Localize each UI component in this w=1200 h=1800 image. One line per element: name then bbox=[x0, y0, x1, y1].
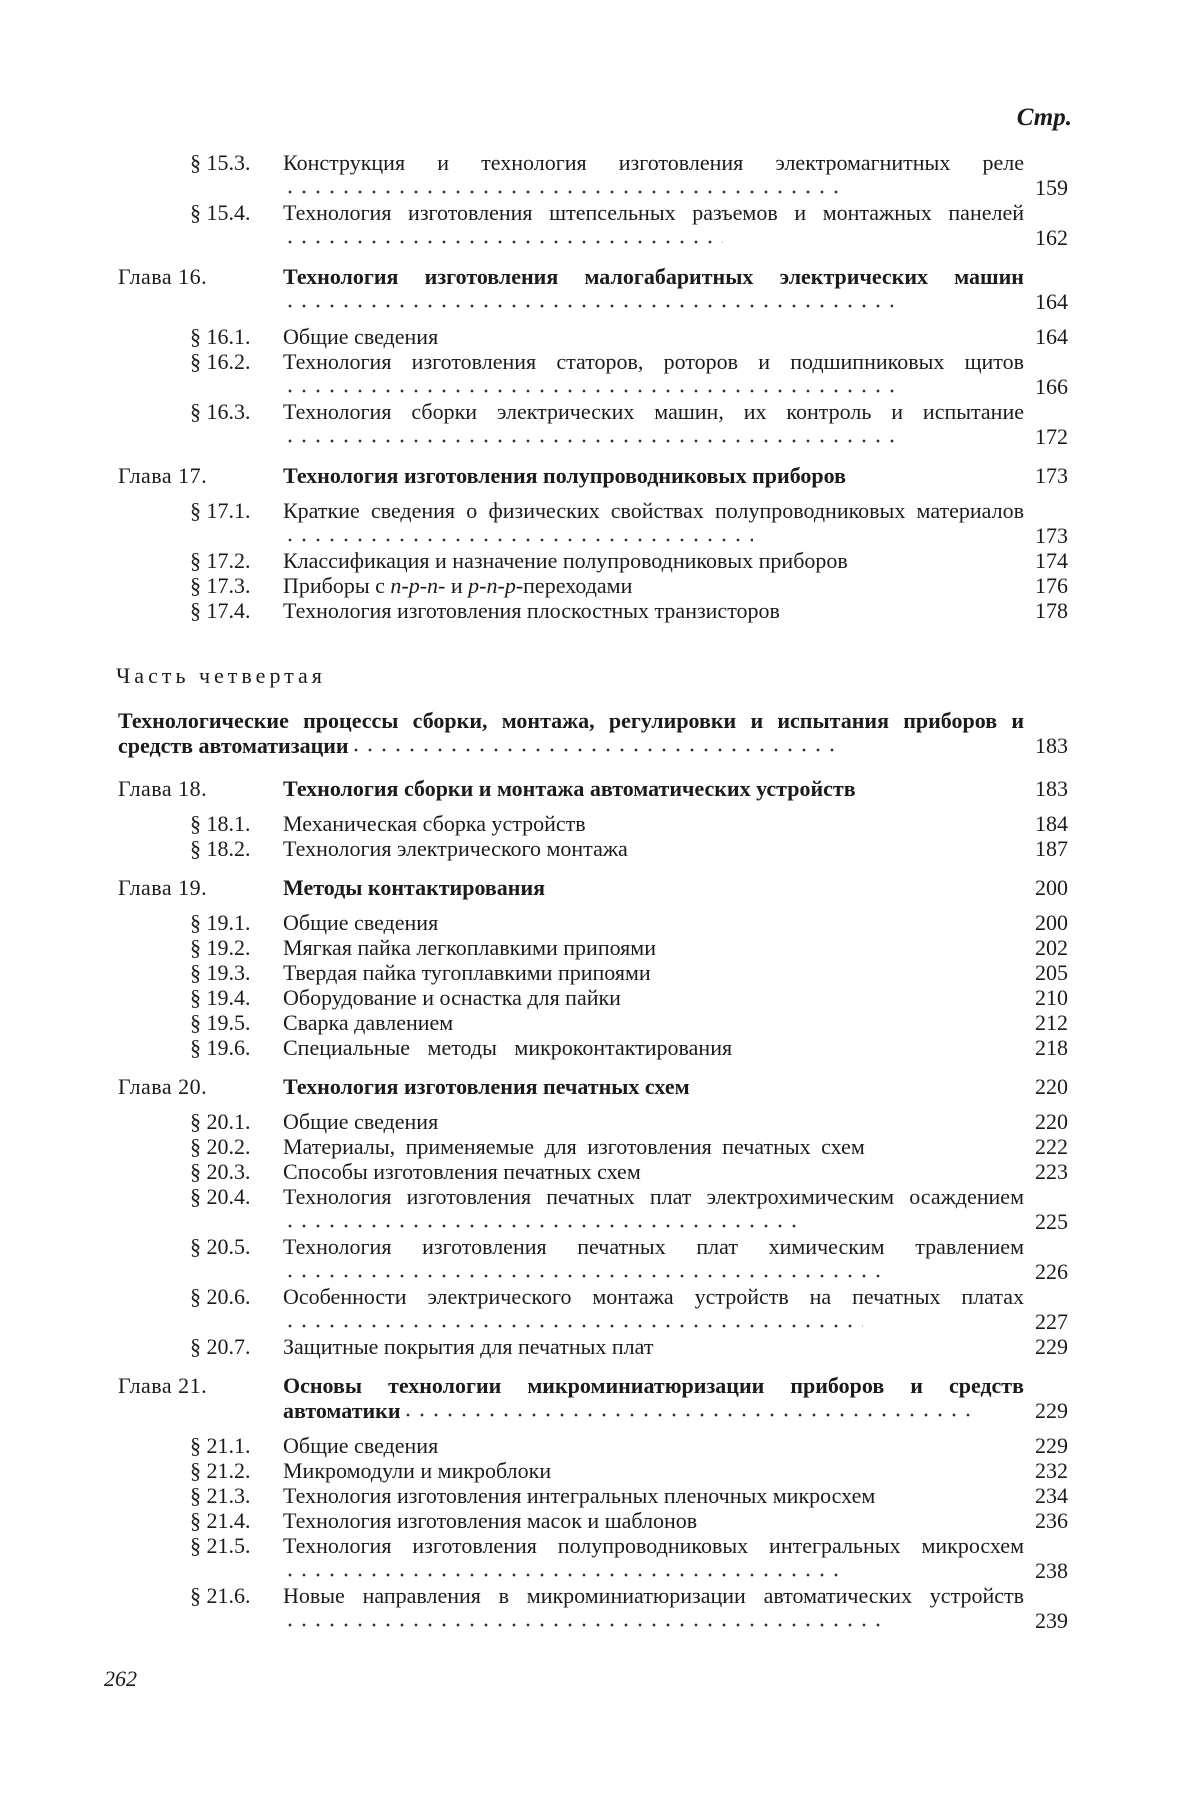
toc-entry-20-1[interactable] bbox=[118, 1109, 1068, 1134]
dot-leader bbox=[283, 1309, 863, 1329]
section-number: § 21.1. bbox=[190, 1433, 251, 1458]
section-number: § 19.5. bbox=[190, 1010, 251, 1035]
section-title: Микромодули и микроблоки bbox=[283, 1458, 552, 1483]
toc-entry-15-3[interactable] bbox=[118, 150, 1068, 200]
chapter-title: Технология изготовления печатных схем bbox=[283, 1074, 690, 1099]
section-number: § 16.2. bbox=[190, 349, 251, 374]
section-number: § 20.6. bbox=[190, 1284, 251, 1309]
section-number: § 21.6. bbox=[190, 1583, 251, 1608]
page-number-footer: 262 bbox=[104, 1666, 137, 1691]
page-column-header: Стр. bbox=[1016, 104, 1072, 131]
chapter-number: Глава 20. bbox=[118, 1074, 208, 1099]
section-title: Технология изготовления интегральных пленочных микросхем bbox=[283, 1483, 876, 1508]
page-number: 236 bbox=[1035, 1508, 1068, 1533]
page-number: 183 bbox=[1035, 733, 1068, 758]
toc-entry-20-6[interactable] bbox=[118, 1284, 1068, 1334]
chapter-number: Глава 16. bbox=[118, 264, 208, 289]
section-title: Конструкция и технология изготовления электромагнитных реле bbox=[283, 150, 1024, 175]
page-number: 229 bbox=[1035, 1433, 1068, 1458]
section-number: § 19.2. bbox=[190, 935, 251, 960]
part-label: Часть четвертая bbox=[116, 663, 326, 688]
page-number: 220 bbox=[1035, 1074, 1068, 1099]
page-number: 220 bbox=[1035, 1109, 1068, 1134]
dot-leader bbox=[662, 950, 1020, 956]
section-title: Технология изготовления штепсельных разъемов и монтажных панелей bbox=[283, 200, 1024, 225]
section-number: § 20.5. bbox=[190, 1234, 251, 1259]
page-number: 212 bbox=[1035, 1010, 1068, 1035]
section-number: § 20.2. bbox=[190, 1134, 251, 1159]
section-title: Классификация и назначение полупроводниковых приборов bbox=[283, 548, 848, 573]
section-number: § 20.4. bbox=[190, 1184, 251, 1209]
chapter-title: Технология сборки и монтажа автоматических устройств bbox=[283, 776, 856, 801]
section-title: Технология электрического монтажа bbox=[283, 836, 628, 861]
toc-chapter-18[interactable] bbox=[118, 776, 1068, 801]
toc-entry-19-1[interactable] bbox=[118, 910, 1068, 935]
toc-entry-20-4[interactable] bbox=[118, 1184, 1068, 1234]
section-title: Способы изготовления печатных схем bbox=[283, 1159, 641, 1184]
section-number: § 17.2. bbox=[190, 548, 251, 573]
chapter-number: Глава 21. bbox=[118, 1373, 208, 1398]
toc-entry-15-4[interactable] bbox=[118, 200, 1068, 250]
section-title: Технология изготовления масок и шаблонов bbox=[283, 1508, 698, 1533]
dot-leader bbox=[444, 1124, 1020, 1130]
toc-entry-20-7[interactable] bbox=[118, 1334, 1068, 1359]
toc-chapter-17[interactable] bbox=[118, 463, 1068, 488]
section-number: § 21.5. bbox=[190, 1533, 251, 1558]
section-number: § 19.1. bbox=[190, 910, 251, 935]
chapter-title: Технология изготовления малогабаритных электрических машин bbox=[283, 264, 1024, 289]
title-part: -переходами bbox=[515, 573, 633, 598]
page-number: 184 bbox=[1035, 811, 1068, 836]
section-title: Общие сведения bbox=[283, 1109, 439, 1134]
toc-entry-21-1[interactable] bbox=[118, 1433, 1068, 1458]
section-title: Технология изготовления плоскостных транзисторов bbox=[283, 598, 780, 623]
dot-leader bbox=[862, 791, 1020, 797]
section-title: Технология изготовления печатных плат электрохимическим осаждением bbox=[283, 1184, 1024, 1209]
page-number: 229 bbox=[1035, 1334, 1068, 1359]
page-number: 229 bbox=[1035, 1398, 1068, 1423]
dot-leader bbox=[283, 1259, 883, 1279]
toc-entry-20-2[interactable] bbox=[118, 1134, 1068, 1159]
section-title: Защитные покрытия для печатных плат bbox=[283, 1334, 654, 1359]
page-number: 166 bbox=[1035, 374, 1068, 399]
section-title: Твердая пайка тугоплавкими припоями bbox=[283, 960, 651, 985]
section-number: § 19.4. bbox=[190, 985, 251, 1010]
page-number: 238 bbox=[1035, 1558, 1068, 1583]
toc-entry-21-3[interactable] bbox=[118, 1483, 1068, 1508]
toc-entry-19-4[interactable] bbox=[118, 985, 1068, 1010]
section-number: § 17.4. bbox=[190, 598, 251, 623]
page-number: 162 bbox=[1035, 225, 1068, 250]
dot-leader bbox=[786, 613, 1020, 619]
title-part: Приборы с bbox=[283, 573, 391, 598]
chapter-number: Глава 19. bbox=[118, 875, 208, 900]
page-number: 225 bbox=[1035, 1209, 1068, 1234]
chapter-title: Основы технологии микроминиатюризации приборов и средств автоматики bbox=[283, 1373, 1024, 1423]
section-number: § 17.3. bbox=[190, 573, 251, 598]
dot-leader bbox=[283, 175, 843, 195]
page-number: 178 bbox=[1035, 598, 1068, 623]
dot-leader bbox=[551, 890, 1020, 896]
toc-entry-17-2[interactable] bbox=[118, 548, 1068, 573]
section-title bbox=[283, 573, 632, 598]
section-title: Общие сведения bbox=[283, 910, 439, 935]
section-title: Механическая сборка устройств bbox=[283, 811, 586, 836]
toc-entry-16-3[interactable] bbox=[118, 399, 1068, 449]
dot-leader bbox=[738, 1050, 1020, 1056]
toc-entry-16-1[interactable] bbox=[118, 324, 1068, 349]
section-title: Материалы, применяемые для изготовления печатных схем bbox=[283, 1134, 865, 1159]
dot-leader bbox=[444, 1448, 1020, 1454]
toc-entry-17-1[interactable] bbox=[118, 498, 1068, 548]
page-number: 159 bbox=[1035, 175, 1068, 200]
page-number: 226 bbox=[1035, 1259, 1068, 1284]
section-title: Мягкая пайка легкоплавкими припоями bbox=[283, 935, 656, 960]
toc-chapter-19[interactable] bbox=[118, 875, 1068, 900]
page-number: 218 bbox=[1035, 1035, 1068, 1060]
toc-entry-19-3[interactable] bbox=[118, 960, 1068, 985]
dot-leader bbox=[647, 1174, 1020, 1180]
section-title: Общие сведения bbox=[283, 324, 439, 349]
toc-entry-19-6[interactable] bbox=[118, 1035, 1068, 1060]
section-title: Общие сведения bbox=[283, 1433, 439, 1458]
dot-leader bbox=[283, 1209, 803, 1229]
page-number: 176 bbox=[1035, 573, 1068, 598]
section-title: Новые направления в микроминиатюризации автоматических устройств bbox=[283, 1583, 1024, 1608]
toc-entry-17-4[interactable] bbox=[118, 598, 1068, 623]
dot-leader bbox=[703, 1523, 1020, 1529]
section-title: Особенности электрического монтажа устройств на печатных платах bbox=[283, 1284, 1024, 1309]
dot-leader bbox=[283, 289, 893, 309]
dot-leader bbox=[696, 1089, 1020, 1095]
title-part: p-n-p bbox=[468, 573, 516, 598]
dot-leader bbox=[283, 374, 903, 394]
dot-leader bbox=[459, 1025, 1020, 1031]
section-title: Сварка давлением bbox=[283, 1010, 454, 1035]
page-number: 205 bbox=[1035, 960, 1068, 985]
page-number: 222 bbox=[1035, 1134, 1068, 1159]
section-title: Технология сборки электрических машин, их контроль и испытание bbox=[283, 399, 1024, 424]
part-title: Технологические процессы сборки, монтажа, регулировки и испытания приборов и средств автоматизации bbox=[118, 708, 1024, 758]
toc-entry-21-4[interactable] bbox=[118, 1508, 1068, 1533]
dot-leader bbox=[852, 478, 1020, 484]
toc-entry-18-1[interactable] bbox=[118, 811, 1068, 836]
chapter-number: Глава 17. bbox=[118, 463, 208, 488]
toc-entry-20-5[interactable] bbox=[118, 1234, 1068, 1284]
dot-leader bbox=[401, 1398, 971, 1418]
toc-entry-16-2[interactable] bbox=[118, 349, 1068, 399]
section-number: § 19.3. bbox=[190, 960, 251, 985]
page-number: 223 bbox=[1035, 1159, 1068, 1184]
dot-leader bbox=[659, 1349, 1020, 1355]
page-number: 164 bbox=[1035, 289, 1068, 314]
section-title: Оборудование и оснастка для пайки bbox=[283, 985, 621, 1010]
toc-chapter-20[interactable] bbox=[118, 1074, 1068, 1099]
section-title: Технология изготовления статоров, роторов и подшипниковых щитов bbox=[283, 349, 1024, 374]
page-number: 164 bbox=[1035, 324, 1068, 349]
chapter-number: Глава 18. bbox=[118, 776, 208, 801]
dot-leader bbox=[638, 588, 1020, 594]
section-number: § 16.1. bbox=[190, 324, 251, 349]
page-number: 200 bbox=[1035, 910, 1068, 935]
dot-leader bbox=[557, 1473, 1020, 1479]
title-part: и bbox=[445, 573, 469, 598]
section-number: § 19.6. bbox=[190, 1035, 251, 1060]
section-number: § 20.7. bbox=[190, 1334, 251, 1359]
dot-leader bbox=[349, 733, 839, 753]
section-title: Специальные методы микроконтактирования bbox=[283, 1035, 733, 1060]
chapter-title: Методы контактирования bbox=[283, 875, 546, 900]
section-number: § 20.1. bbox=[190, 1109, 251, 1134]
page-number: 239 bbox=[1035, 1608, 1068, 1633]
section-title: Технология изготовления печатных плат химическим травлением bbox=[283, 1234, 1024, 1259]
section-title: Технология изготовления полупроводниковых интегральных микросхем bbox=[283, 1533, 1024, 1558]
page-number: 234 bbox=[1035, 1483, 1068, 1508]
page-number: 183 bbox=[1035, 776, 1068, 801]
dot-leader bbox=[634, 851, 1020, 857]
section-number: § 18.2. bbox=[190, 836, 251, 861]
page-number: 173 bbox=[1035, 523, 1068, 548]
page-number: 187 bbox=[1035, 836, 1068, 861]
page-number: 232 bbox=[1035, 1458, 1068, 1483]
dot-leader bbox=[283, 1608, 883, 1628]
dot-leader bbox=[283, 424, 903, 444]
page-number: 210 bbox=[1035, 985, 1068, 1010]
toc-part-4[interactable] bbox=[118, 708, 1068, 758]
dot-leader bbox=[657, 975, 1020, 981]
toc-chapter-16[interactable] bbox=[118, 264, 1068, 314]
page-number: 227 bbox=[1035, 1309, 1068, 1334]
title-part: n-p-n- bbox=[390, 573, 446, 598]
dot-leader bbox=[283, 523, 753, 543]
page-number: 174 bbox=[1035, 548, 1068, 573]
section-number: § 17.1. bbox=[190, 498, 251, 523]
dot-leader bbox=[283, 1558, 843, 1578]
chapter-title: Технология изготовления полупроводниковых приборов bbox=[283, 463, 846, 488]
toc-entry-21-5[interactable] bbox=[118, 1533, 1068, 1583]
toc-entry-20-3[interactable] bbox=[118, 1159, 1068, 1184]
page-number: 202 bbox=[1035, 935, 1068, 960]
toc-entry-21-2[interactable] bbox=[118, 1458, 1068, 1483]
section-number: § 21.2. bbox=[190, 1458, 251, 1483]
toc-entry-18-2[interactable] bbox=[118, 836, 1068, 861]
page-number: 172 bbox=[1035, 424, 1068, 449]
dot-leader bbox=[444, 925, 1020, 931]
section-number: § 20.3. bbox=[190, 1159, 251, 1184]
page-number: 173 bbox=[1035, 463, 1068, 488]
section-title: Краткие сведения о физических свойствах полупроводниковых материалов bbox=[283, 498, 1024, 523]
toc-entry-21-6[interactable] bbox=[118, 1583, 1068, 1633]
toc-entry-17-3[interactable] bbox=[118, 573, 1068, 598]
table-of-contents bbox=[118, 150, 1068, 1633]
dot-leader bbox=[627, 1000, 1020, 1006]
toc-entry-19-5[interactable] bbox=[118, 1010, 1068, 1035]
section-number: § 21.3. bbox=[190, 1483, 251, 1508]
dot-leader bbox=[592, 826, 1020, 832]
section-number: § 21.4. bbox=[190, 1508, 251, 1533]
toc-entry-19-2[interactable] bbox=[118, 935, 1068, 960]
dot-leader bbox=[444, 339, 1020, 345]
section-number: § 15.3. bbox=[190, 150, 251, 175]
toc-chapter-21[interactable] bbox=[118, 1373, 1068, 1423]
section-number: § 18.1. bbox=[190, 811, 251, 836]
page-number: 200 bbox=[1035, 875, 1068, 900]
section-number: § 16.3. bbox=[190, 399, 251, 424]
section-number: § 15.4. bbox=[190, 200, 251, 225]
dot-leader bbox=[283, 225, 723, 245]
